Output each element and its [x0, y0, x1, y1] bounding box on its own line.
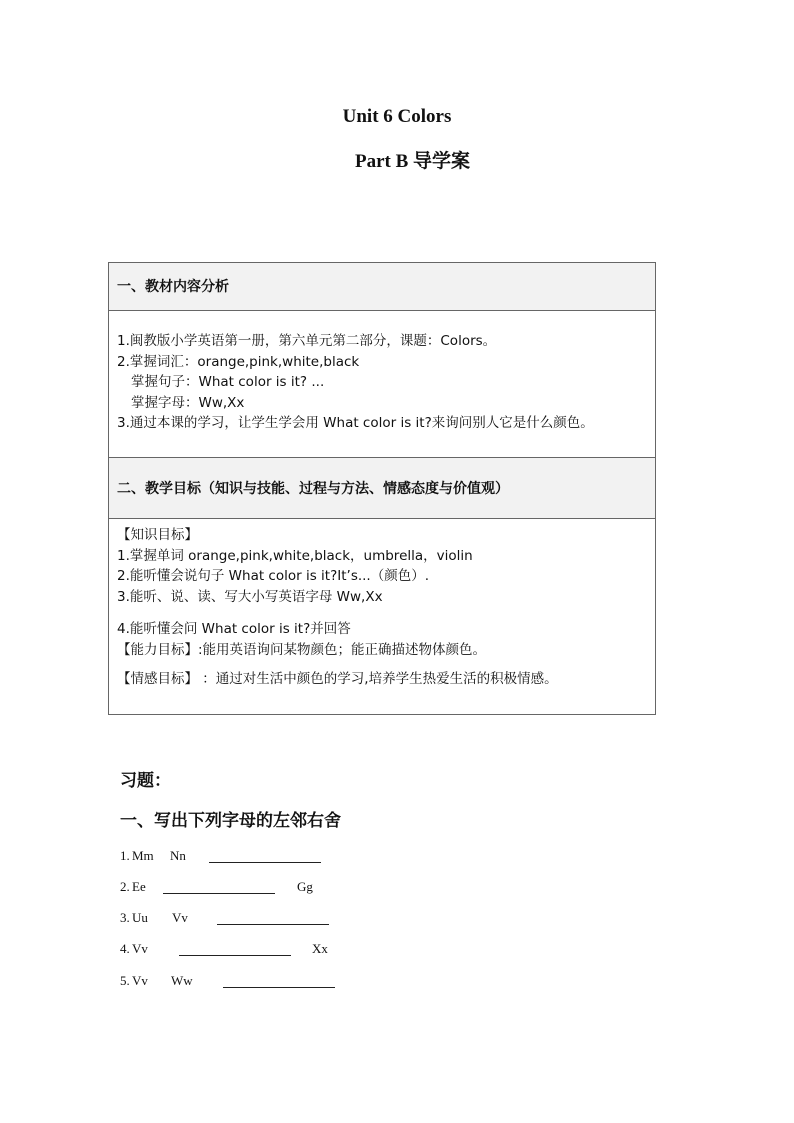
answer-blank[interactable]	[209, 862, 321, 863]
knowledge-label: 【知识目标】	[117, 527, 198, 543]
knowledge-item-4: 4.能听懂会问 What color is it?并回答	[117, 621, 351, 638]
section1-line-4: 掌握字母：Ww,Xx	[131, 394, 245, 411]
letter-right: Gg	[297, 879, 313, 894]
section2-heading: 二、教学目标（知识与技能、过程与方法、情感态度与价值观）	[109, 457, 655, 519]
section2-content	[109, 519, 655, 714]
document-subtitle	[355, 146, 470, 173]
letter-right: Xx	[312, 941, 328, 956]
section1-heading: 一、教材内容分析	[109, 263, 655, 311]
knowledge-item-1: 1.掌握单词 orange,pink,white,black，umbrella，violin	[117, 547, 473, 564]
letter-left: Mm	[132, 848, 154, 863]
letter-left: Vv	[132, 973, 148, 988]
emotion-goal: 【情感目标】 ：通过对生活中颜色的学习,培养学生热爱生活的积极情感。	[117, 670, 558, 687]
item-number: 3.	[120, 910, 130, 925]
exercise-instruction: 一、写出下列字母的左邻右舍	[120, 811, 341, 831]
section1-line-5: 3.通过本课的学习，让学生学会用 What color is it?来询问别人它是什么颜色。	[117, 415, 594, 432]
answer-blank[interactable]	[217, 924, 329, 925]
spacer	[117, 661, 655, 669]
answer-blank[interactable]	[223, 987, 335, 988]
document-title: Unit 6 Colors	[342, 106, 452, 127]
item-number: 5.	[120, 973, 130, 988]
item-number: 4.	[120, 941, 130, 956]
letter-left: Ee	[132, 879, 146, 894]
letter-left: Uu	[132, 910, 148, 925]
answer-blank[interactable]	[179, 955, 291, 956]
ability-goal: 【能力目标】:能用英语询问某物颜色；能正确描述物体颜色。	[117, 641, 487, 658]
letter-middle: Ww	[171, 973, 193, 988]
section1-content	[109, 311, 655, 457]
item-number: 1.	[120, 848, 130, 863]
subtitle-chinese: 导学案	[413, 150, 471, 172]
answer-blank[interactable]	[163, 893, 275, 894]
letter-middle: Nn	[170, 848, 186, 863]
section1-line-2: 2.掌握词汇：orange,pink,white,black	[117, 353, 360, 370]
lesson-plan-table	[108, 262, 656, 715]
knowledge-item-3: 3.能听、说、读、写大小写英语字母 Ww,Xx	[117, 588, 383, 605]
letter-left: Vv	[132, 941, 148, 956]
knowledge-item-2: 2.能听懂会说句子 What color is it?It’s...（颜色）.	[117, 568, 430, 585]
item-number: 2.	[120, 879, 130, 894]
letter-middle: Vv	[172, 910, 188, 925]
section1-line-1: 1.闽教版小学英语第一册，第六单元第二部分，课题：Colors。	[117, 333, 497, 349]
spacer	[117, 607, 655, 619]
section1-line-3: 掌握句子：What color is it? ...	[131, 374, 325, 391]
subtitle-english: Part B	[355, 151, 414, 172]
exercises-title: 习题：	[120, 771, 171, 791]
